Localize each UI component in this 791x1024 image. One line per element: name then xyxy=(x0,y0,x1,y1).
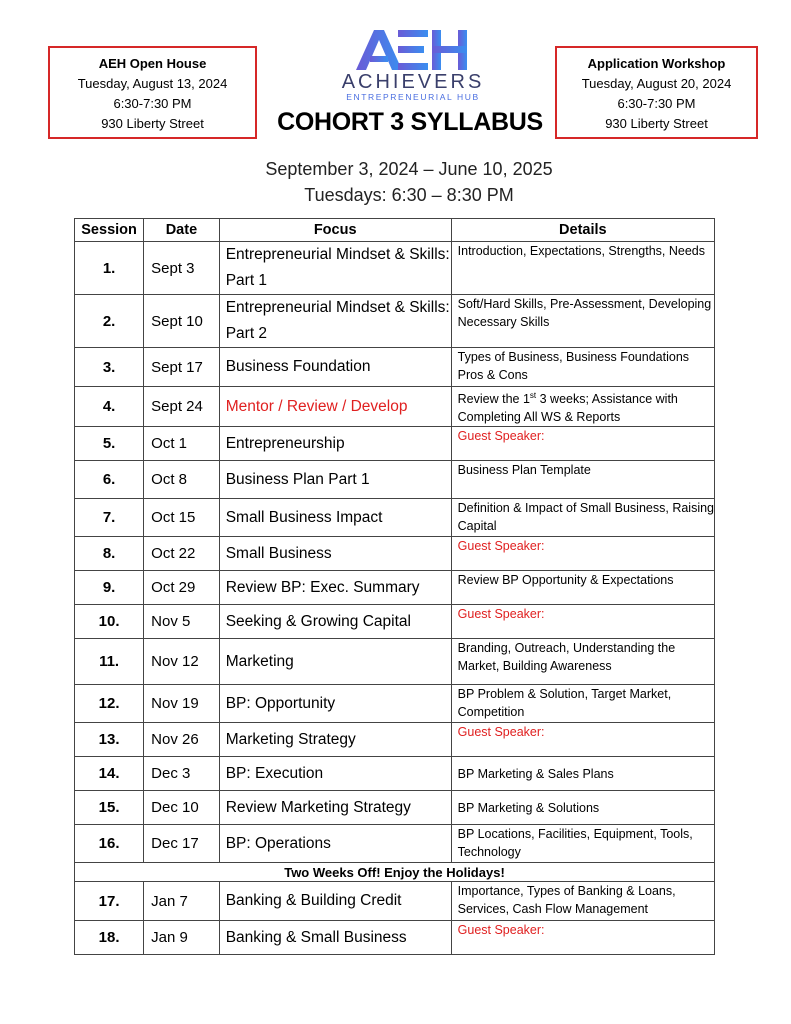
session-date: Sept 3 xyxy=(144,242,220,295)
session-number: 10. xyxy=(75,605,144,639)
open-house-box xyxy=(48,46,257,139)
table-row xyxy=(75,921,715,955)
session-date: Nov 26 xyxy=(144,723,220,757)
session-number: 2. xyxy=(75,295,144,348)
session-focus: BP: Operations xyxy=(219,825,451,863)
session-focus: Marketing Strategy xyxy=(219,723,451,757)
session-number: 1. xyxy=(75,242,144,295)
session-date: Nov 12 xyxy=(144,639,220,685)
session-number: 3. xyxy=(75,348,144,387)
session-details: Branding, Outreach, Understanding the Market, Building Awareness xyxy=(451,639,714,685)
open-house-title: AEH Open House xyxy=(98,56,207,71)
details-text-pre: Review the 1 xyxy=(457,392,530,407)
session-date: Sept 17 xyxy=(144,348,220,387)
session-number: 11. xyxy=(75,639,144,685)
workshop-time: 6:30-7:30 PM xyxy=(617,96,696,111)
session-number: 13. xyxy=(75,723,144,757)
header-focus: Focus xyxy=(219,219,451,242)
table-row xyxy=(75,387,715,427)
session-details: Guest Speaker: xyxy=(451,427,714,461)
table-row xyxy=(75,295,715,348)
table-row xyxy=(75,348,715,387)
session-date: Oct 22 xyxy=(144,537,220,571)
session-focus: BP: Opportunity xyxy=(219,685,451,723)
session-focus: Small Business Impact xyxy=(219,499,451,537)
session-date: Dec 17 xyxy=(144,825,220,863)
session-date: Dec 3 xyxy=(144,757,220,791)
session-details: BP Marketing & Solutions xyxy=(451,791,714,825)
table-row xyxy=(75,825,715,863)
session-date: Oct 1 xyxy=(144,427,220,461)
session-details: Definition & Impact of Small Business, Raising Capital xyxy=(451,499,714,537)
aeh-logo-mark xyxy=(354,28,472,72)
table-row xyxy=(75,571,715,605)
session-details: Business Plan Template xyxy=(451,461,714,499)
header-session: Session xyxy=(75,219,144,242)
open-house-place: 930 Liberty Street xyxy=(101,116,204,131)
session-focus: Entrepreneurial Mindset & Skills: Part 2 xyxy=(219,295,451,348)
session-date: Jan 7 xyxy=(144,882,220,921)
workshop-title: Application Workshop xyxy=(587,56,726,71)
table-row xyxy=(75,639,715,685)
logo-subtitle: ENTREPRENEURIAL HUB xyxy=(346,92,480,102)
session-date: Nov 19 xyxy=(144,685,220,723)
table-row xyxy=(75,461,715,499)
session-number: 4. xyxy=(75,387,144,427)
table-row xyxy=(75,499,715,537)
session-date: Oct 15 xyxy=(144,499,220,537)
logo-wordmark: ACHIEVERS xyxy=(341,71,485,93)
session-focus: Entrepreneurship xyxy=(219,427,451,461)
session-number: 17. xyxy=(75,882,144,921)
session-number: 15. xyxy=(75,791,144,825)
session-number: 5. xyxy=(75,427,144,461)
syllabus-table xyxy=(74,218,715,955)
open-house-time: 6:30-7:30 PM xyxy=(113,96,192,111)
date-range: September 3, 2024 – June 10, 2025 xyxy=(265,159,553,179)
schedule-dates xyxy=(200,156,618,208)
session-date: Nov 5 xyxy=(144,605,220,639)
table-row xyxy=(75,685,715,723)
session-number: 12. xyxy=(75,685,144,723)
session-focus: Mentor / Review / Develop xyxy=(219,387,451,427)
session-details: Guest Speaker: xyxy=(451,921,714,955)
session-focus: Small Business xyxy=(219,537,451,571)
session-number: 7. xyxy=(75,499,144,537)
holiday-break-row xyxy=(75,863,715,882)
session-details: BP Marketing & Sales Plans xyxy=(451,757,714,791)
details-text-post: 3 weeks; Assistance with Completing All WS & Reports xyxy=(457,392,678,425)
session-number: 6. xyxy=(75,461,144,499)
table-row xyxy=(75,791,715,825)
session-details: Guest Speaker: xyxy=(451,723,714,757)
page-title: COHORT 3 SYLLABUS xyxy=(277,108,543,136)
meeting-time: Tuesdays: 6:30 – 8:30 PM xyxy=(304,185,514,205)
session-details: BP Locations, Facilities, Equipment, Tools, Technology xyxy=(451,825,714,863)
session-focus: Banking & Building Credit xyxy=(219,882,451,921)
session-date: Sept 24 xyxy=(144,387,220,427)
open-house-date: Tuesday, August 13, 2024 xyxy=(77,76,228,91)
session-focus: Review Marketing Strategy xyxy=(219,791,451,825)
session-date: Oct 29 xyxy=(144,571,220,605)
table-header-row xyxy=(75,219,715,242)
header-date: Date xyxy=(144,219,220,242)
session-focus: Marketing xyxy=(219,639,451,685)
session-date: Oct 8 xyxy=(144,461,220,499)
session-details: BP Problem & Solution, Target Market, Competition xyxy=(451,685,714,723)
table-row xyxy=(75,605,715,639)
session-focus: Banking & Small Business xyxy=(219,921,451,955)
workshop-box xyxy=(555,46,758,139)
session-number: 9. xyxy=(75,571,144,605)
header-details: Details xyxy=(451,219,714,242)
session-details: Introduction, Expectations, Strengths, Needs xyxy=(451,242,714,295)
table-row xyxy=(75,757,715,791)
session-number: 14. xyxy=(75,757,144,791)
session-number: 16. xyxy=(75,825,144,863)
details-superscript: st xyxy=(529,391,537,400)
table-row xyxy=(75,723,715,757)
session-focus: Business Plan Part 1 xyxy=(219,461,451,499)
session-details: Guest Speaker: xyxy=(451,537,714,571)
session-details: Guest Speaker: xyxy=(451,605,714,639)
session-details: Importance, Types of Banking & Loans, Services, Cash Flow Management xyxy=(451,882,714,921)
session-details xyxy=(451,387,714,427)
session-focus: Seeking & Growing Capital xyxy=(219,605,451,639)
table-row xyxy=(75,537,715,571)
session-number: 8. xyxy=(75,537,144,571)
session-details: Soft/Hard Skills, Pre-Assessment, Developing Necessary Skills xyxy=(451,295,714,348)
session-details: Review BP Opportunity & Expectations xyxy=(451,571,714,605)
session-details: Types of Business, Business Foundations Pros & Cons xyxy=(451,348,714,387)
session-date: Sept 10 xyxy=(144,295,220,348)
holiday-break-note: Two Weeks Off! Enjoy the Holidays! xyxy=(75,863,715,882)
table-row xyxy=(75,427,715,461)
achievers-logo xyxy=(338,28,488,102)
session-focus: BP: Execution xyxy=(219,757,451,791)
session-date: Dec 10 xyxy=(144,791,220,825)
session-focus: Review BP: Exec. Summary xyxy=(219,571,451,605)
session-focus: Business Foundation xyxy=(219,348,451,387)
workshop-place: 930 Liberty Street xyxy=(605,116,708,131)
session-number: 18. xyxy=(75,921,144,955)
table-row xyxy=(75,242,715,295)
table-row xyxy=(75,882,715,921)
workshop-date: Tuesday, August 20, 2024 xyxy=(581,76,732,91)
session-focus: Entrepreneurial Mindset & Skills: Part 1 xyxy=(219,242,451,295)
session-date: Jan 9 xyxy=(144,921,220,955)
